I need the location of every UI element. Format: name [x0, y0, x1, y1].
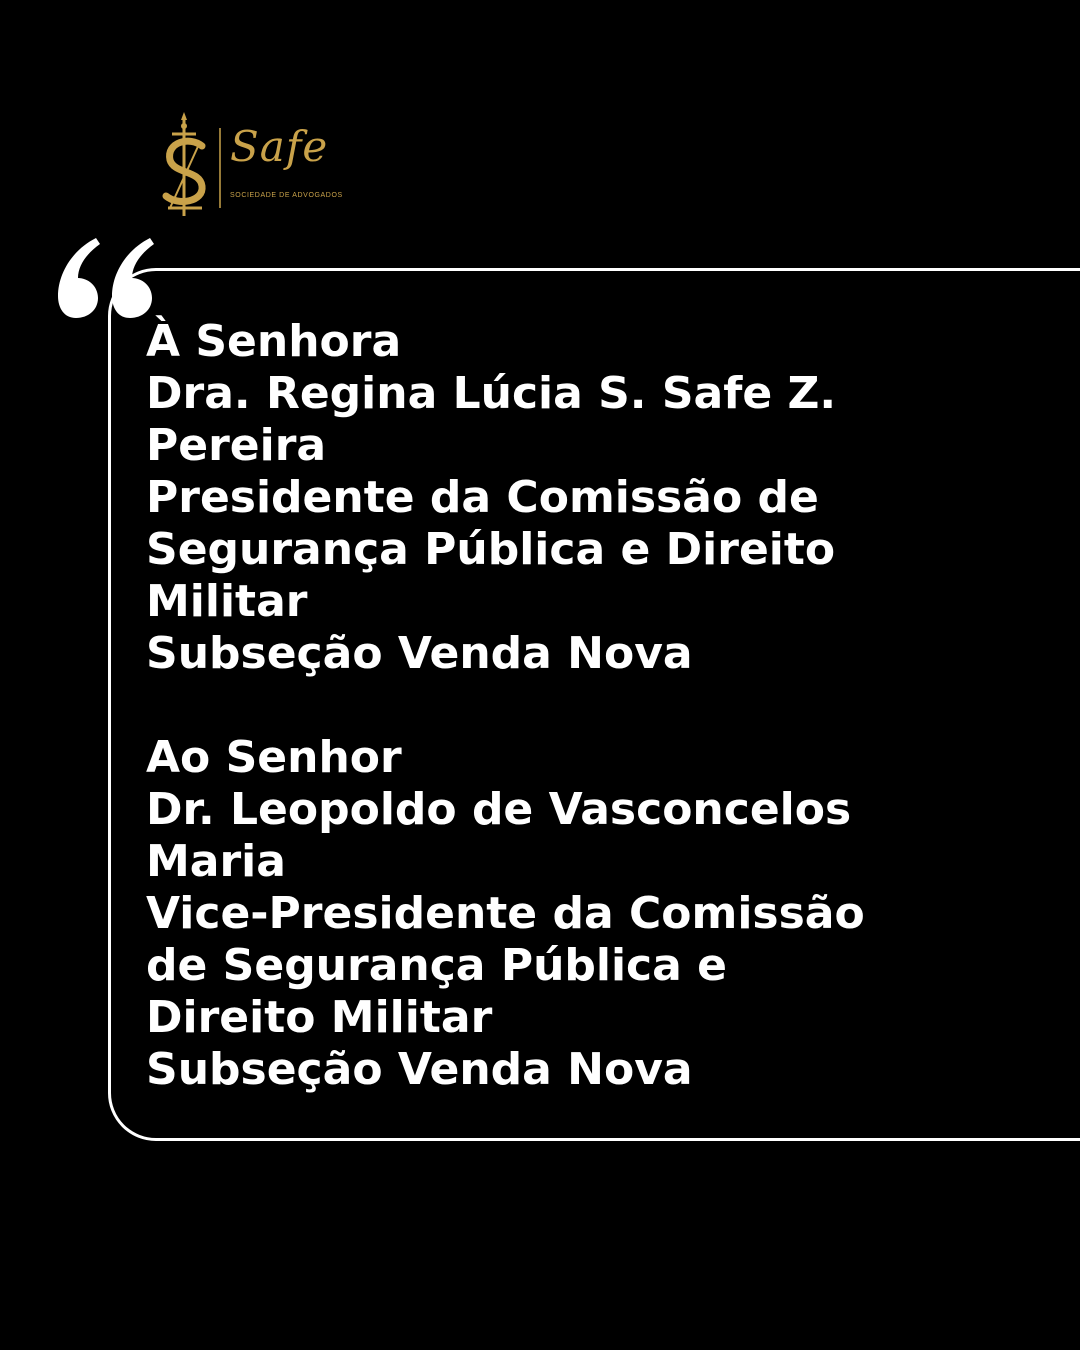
- recipient-title-1c: Militar: [146, 576, 308, 627]
- recipient-name-1a: Dra. Regina Lúcia S. Safe Z.: [146, 368, 837, 419]
- recipient-title-2b: de Segurança Pública e: [146, 940, 727, 991]
- block-spacer: [146, 680, 1046, 732]
- sword-s-emblem-icon: [160, 112, 220, 222]
- recipient-unit-1: Subseção Venda Nova: [146, 628, 693, 679]
- recipient-title-2a: Vice-Presidente da Comissão: [146, 888, 865, 939]
- logo-tagline: SOCIEDADE DE ADVOGADOS: [230, 192, 343, 199]
- letter-body: [146, 316, 1046, 1096]
- recipient-title-1b: Segurança Pública e Direito: [146, 524, 836, 575]
- recipient-unit-2: Subseção Venda Nova: [146, 1044, 693, 1095]
- recipient-title-2c: Direito Militar: [146, 992, 493, 1043]
- brand-logo: [160, 112, 343, 222]
- logo-divider: [218, 128, 222, 208]
- recipient-name-2b: Maria: [146, 836, 286, 887]
- salutation-1: À Senhora: [146, 316, 402, 367]
- recipient-name-2a: Dr. Leopoldo de Vasconcelos: [146, 784, 852, 835]
- recipient-title-1a: Presidente da Comissão de: [146, 472, 819, 523]
- logo-wordmark: Safe: [230, 122, 329, 171]
- salutation-2: Ao Senhor: [146, 732, 402, 783]
- open-quote-icon: [58, 234, 162, 318]
- recipient-name-1b: Pereira: [146, 420, 327, 471]
